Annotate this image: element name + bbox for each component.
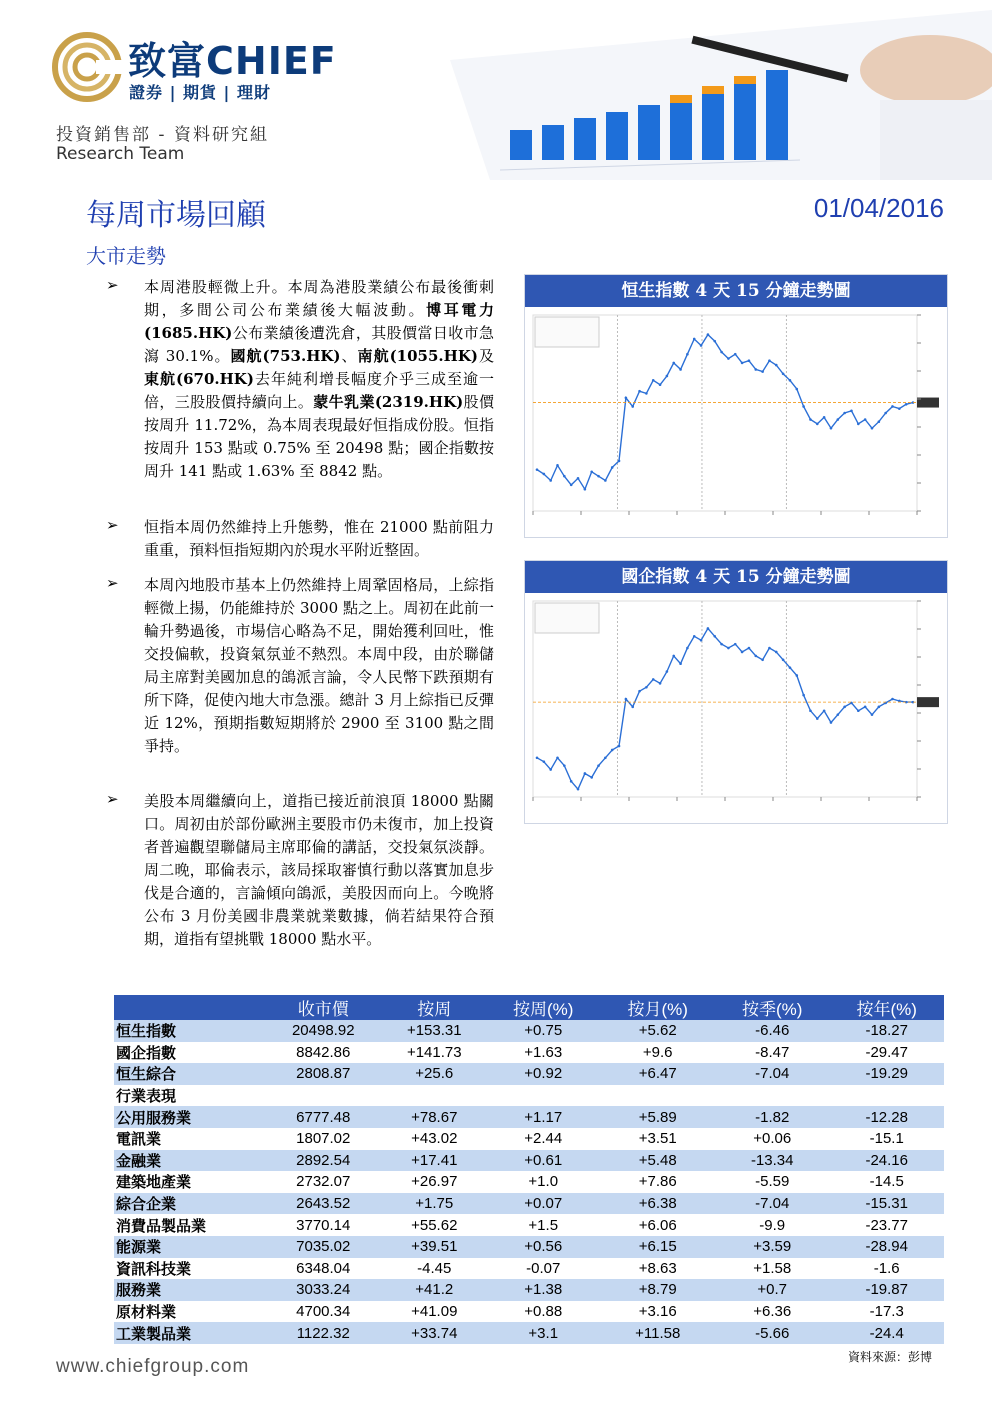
data-point xyxy=(768,359,771,362)
table-cell: +1.75 xyxy=(383,1193,486,1215)
data-point xyxy=(809,418,812,421)
table-cell: -7.04 xyxy=(715,1063,829,1085)
table-cell: +6.38 xyxy=(600,1193,714,1215)
data-point xyxy=(679,662,682,665)
data-point xyxy=(590,471,593,474)
table-cell: -24.4 xyxy=(829,1322,944,1344)
market-performance-table xyxy=(114,995,944,1344)
data-point xyxy=(693,338,696,341)
data-point xyxy=(878,706,881,709)
data-point xyxy=(775,651,778,654)
data-point xyxy=(543,760,546,763)
table-cell: +153.31 xyxy=(383,1020,486,1042)
bullet-text xyxy=(144,790,494,951)
column-header: 收市價 xyxy=(264,995,383,1020)
data-point xyxy=(823,416,826,419)
table-cell: -13.34 xyxy=(715,1150,829,1172)
row-label: 電訊業 xyxy=(116,1130,162,1149)
table-cell: +5.89 xyxy=(600,1106,714,1128)
data-point xyxy=(795,388,798,391)
table-row xyxy=(114,1150,944,1172)
row-label: 資訊科技業 xyxy=(116,1259,192,1278)
data-point xyxy=(830,427,833,430)
data-point xyxy=(563,475,566,478)
row-label: 服務業 xyxy=(114,1279,264,1301)
table-cell: +11.58 xyxy=(600,1322,714,1344)
table-cell: -19.87 xyxy=(829,1279,944,1301)
data-point xyxy=(536,468,539,471)
data-point xyxy=(672,655,675,658)
data-point xyxy=(891,405,894,408)
text-run: 恒指本周仍然維持上升態勢，惟在 21000 點前阻力重重，預料恒指短期內於現水平附近整固。 xyxy=(144,518,494,559)
data-point xyxy=(802,694,805,697)
data-point xyxy=(802,405,805,408)
row-label: 行業表現 xyxy=(116,1087,177,1106)
table-cell: +78.67 xyxy=(383,1106,486,1128)
table-cell: +41.09 xyxy=(411,1303,458,1321)
chart-title: 恒生指數 4 天 15 分鐘走勢圖 xyxy=(525,275,947,307)
data-point xyxy=(563,764,566,767)
table-row xyxy=(114,1236,944,1258)
data-point xyxy=(741,362,744,365)
table-cell: +0.88 xyxy=(524,1303,563,1321)
data-point xyxy=(659,682,662,685)
data-point xyxy=(905,403,908,406)
column-header: 按月(%) xyxy=(600,995,714,1020)
text-run: 本周內地股市基本上仍然維持上周鞏固格局，上綜指輕微上揚，仍能維持於 3000 點之上。周初在此前一輪升勢過後，市場信心略為不足，開始獲利回吐，惟交投偏軟，投資氣氛並不熱烈。本周中段，由於聯儲局主席對美國加息的鴿派言論，令人民幣下跌預期有所下降，促使內地大市急漲。總計 3 月上綜指已反彈近 12%，預期指數短期將於 2900 至 3100 點之間爭持。 xyxy=(144,576,494,755)
table-row xyxy=(114,1258,944,1280)
column-header: 按周 xyxy=(383,995,486,1020)
data-point xyxy=(761,370,764,373)
table-cell: 20498.92 xyxy=(264,1020,383,1042)
table-cell: +26.97 xyxy=(411,1173,458,1191)
hscei-chart-panel xyxy=(524,560,948,824)
data-point xyxy=(666,670,669,673)
table-cell: 8842.86 xyxy=(296,1043,351,1061)
data-point xyxy=(843,412,846,415)
data-source-note: 資料來源：彭博 xyxy=(847,1350,932,1364)
table-header-row xyxy=(114,995,944,1020)
bullet-text xyxy=(144,574,494,758)
table-cell: +33.74 xyxy=(383,1322,486,1344)
website-link[interactable]: www.chiefgroup.com xyxy=(56,1356,250,1377)
table-cell: +2.44 xyxy=(524,1130,563,1148)
table-cell: 3033.24 xyxy=(264,1279,383,1301)
data-point xyxy=(734,353,737,356)
table-body xyxy=(114,1020,944,1344)
data-point xyxy=(707,627,710,630)
data-point xyxy=(584,488,587,491)
data-point xyxy=(707,333,710,336)
table-cell: +3.59 xyxy=(715,1236,829,1258)
text-run: 、 xyxy=(340,347,358,365)
table-cell: +8.63 xyxy=(638,1259,677,1277)
table-cell: -18.27 xyxy=(829,1020,944,1042)
data-point xyxy=(748,647,751,650)
data-point xyxy=(590,776,593,779)
table-cell: +0.56 xyxy=(486,1236,600,1258)
text-run: 公布業績後遭洗倉，其股價當日收市急瀉 30.1%。 xyxy=(144,324,494,365)
table-cell xyxy=(600,1085,714,1107)
table-cell: +17.41 xyxy=(383,1150,486,1172)
table-row xyxy=(114,1020,944,1042)
text-run: 本周港股輕微上升。本周為港股業績公布最後衝刺期，多間公司公布業績後大幅波動。 xyxy=(144,278,494,319)
data-point xyxy=(556,757,559,760)
table-cell: 2808.87 xyxy=(264,1063,383,1085)
table-cell xyxy=(829,1085,944,1107)
bullet-paragraph xyxy=(106,516,494,562)
data-point xyxy=(631,706,634,709)
text-run: 去年純利增長幅度介乎三成至逾一倍，三股股價持續向上。 xyxy=(144,370,494,411)
row-label: 恒生綜合 xyxy=(114,1063,264,1085)
data-point xyxy=(816,423,819,426)
table-cell: -9.9 xyxy=(759,1216,786,1234)
data-point xyxy=(878,420,881,423)
hscei-line-chart xyxy=(525,593,947,823)
table-cell: -17.3 xyxy=(869,1303,904,1321)
table-row xyxy=(114,1106,944,1128)
table-cell: +5.48 xyxy=(600,1150,714,1172)
data-point xyxy=(720,643,723,646)
data-point xyxy=(754,368,757,371)
bullet-paragraph xyxy=(106,574,494,758)
chart-title: 國企指數 4 天 15 分鐘走勢圖 xyxy=(525,561,947,593)
hsi-line-chart xyxy=(525,307,947,537)
table-cell: 2643.52 xyxy=(264,1193,383,1215)
column-header: 按年(%) xyxy=(829,995,944,1020)
table-cell: 2732.07 xyxy=(296,1173,351,1191)
data-point xyxy=(789,666,792,669)
column-header xyxy=(114,995,264,1020)
table-row xyxy=(114,1214,944,1236)
data-point xyxy=(577,788,580,791)
data-point xyxy=(748,359,751,362)
legend-box xyxy=(535,603,599,633)
table-cell: +0.92 xyxy=(486,1063,600,1085)
data-point xyxy=(871,427,874,430)
table-cell: +0.7 xyxy=(715,1279,829,1301)
table-cell: +6.36 xyxy=(753,1303,792,1321)
table-cell xyxy=(486,1085,600,1107)
company-logo-icon xyxy=(52,32,122,102)
data-point xyxy=(652,678,655,681)
row-label: 國企指數 xyxy=(116,1043,177,1062)
table-cell: 7035.02 xyxy=(264,1236,383,1258)
arrow-bullet-icon: ➢ xyxy=(106,790,119,808)
table-cell: +3.16 xyxy=(638,1303,677,1321)
bold-stock-name: 國航(753.HK) xyxy=(230,347,341,365)
data-point xyxy=(741,651,744,654)
bullet-paragraph xyxy=(106,790,494,951)
data-point xyxy=(570,780,573,783)
section-title: 大市走勢 xyxy=(86,244,166,268)
data-point xyxy=(549,768,552,771)
table-cell: +6.15 xyxy=(600,1236,714,1258)
column-header: 按周(%) xyxy=(486,995,600,1020)
table-cell: +0.75 xyxy=(486,1020,600,1042)
table-cell: +0.06 xyxy=(753,1130,792,1148)
department-label: 投資銷售部 - 資料研究組 xyxy=(56,125,269,145)
data-point xyxy=(782,659,785,662)
data-point xyxy=(727,647,730,650)
table-cell: -5.66 xyxy=(715,1322,829,1344)
table-row xyxy=(114,1171,944,1193)
data-point xyxy=(666,375,669,378)
table-cell: 2892.54 xyxy=(264,1150,383,1172)
table-row xyxy=(114,1279,944,1301)
data-point xyxy=(768,647,771,650)
table-row xyxy=(114,1128,944,1150)
row-label: 建築地產業 xyxy=(116,1173,192,1192)
table-cell: +0.07 xyxy=(486,1193,600,1215)
table-cell: 6348.04 xyxy=(296,1259,351,1277)
data-point xyxy=(761,659,764,662)
data-point xyxy=(625,698,628,701)
data-point xyxy=(789,379,792,382)
data-point xyxy=(782,373,785,376)
table-row xyxy=(114,1085,944,1107)
table-cell: -28.94 xyxy=(829,1236,944,1258)
data-point xyxy=(816,717,819,720)
data-point xyxy=(631,405,634,408)
table-cell: +3.1 xyxy=(486,1322,600,1344)
table-cell: -24.16 xyxy=(829,1150,944,1172)
data-point xyxy=(659,383,662,386)
data-point xyxy=(625,396,628,399)
table-cell: +0.61 xyxy=(486,1150,600,1172)
data-point xyxy=(618,460,621,463)
header-bar-chart-illustration xyxy=(450,0,992,180)
table-cell: -5.59 xyxy=(755,1173,790,1191)
report-date: 01/04/2016 xyxy=(813,193,944,223)
table-cell: 6777.48 xyxy=(264,1106,383,1128)
table-cell: +1.17 xyxy=(486,1106,600,1128)
table-cell: +55.62 xyxy=(411,1216,458,1234)
data-point xyxy=(720,351,723,354)
table-cell: -19.29 xyxy=(829,1063,944,1085)
data-point xyxy=(543,473,546,476)
bold-stock-name: 蒙牛乳業(2319.HK) xyxy=(313,393,464,411)
table-cell: +1.0 xyxy=(528,1173,559,1191)
row-label: 工業製品業 xyxy=(114,1322,264,1344)
data-point xyxy=(898,407,901,410)
bold-stock-name: 博耳電力(1685.HK) xyxy=(144,301,494,342)
arrow-bullet-icon: ➢ xyxy=(106,276,119,294)
table-cell: +6.06 xyxy=(638,1216,677,1234)
data-point xyxy=(611,466,614,469)
table-cell: +43.02 xyxy=(411,1130,458,1148)
data-point xyxy=(686,353,689,356)
data-point xyxy=(837,418,840,421)
data-point xyxy=(556,464,559,467)
table-cell: -8.47 xyxy=(755,1043,790,1061)
table-cell: +39.51 xyxy=(383,1236,486,1258)
legend-box xyxy=(535,317,599,347)
data-point xyxy=(754,655,757,658)
table-cell: -4.45 xyxy=(417,1259,452,1277)
data-point xyxy=(727,357,730,360)
table-cell: -0.07 xyxy=(526,1259,561,1277)
table-cell: +1.5 xyxy=(528,1216,559,1234)
bullet-text xyxy=(144,276,494,483)
table-cell: -15.1 xyxy=(869,1130,904,1148)
row-label: 金融業 xyxy=(114,1150,264,1172)
data-point xyxy=(577,477,580,480)
table-cell: +25.6 xyxy=(383,1063,486,1085)
data-point xyxy=(843,706,846,709)
table-cell: +1.63 xyxy=(524,1043,563,1061)
data-point xyxy=(850,410,853,413)
table-cell: +9.6 xyxy=(642,1043,673,1061)
data-point xyxy=(679,368,682,371)
data-point xyxy=(837,713,840,716)
data-point xyxy=(857,423,860,426)
table-cell: -1.6 xyxy=(873,1259,900,1277)
data-point xyxy=(645,686,648,689)
data-point xyxy=(700,344,703,347)
team-label: Research Team xyxy=(56,144,185,164)
report-title: 每周市場回顧 xyxy=(86,198,266,233)
data-point xyxy=(775,364,778,367)
table-cell: 3770.14 xyxy=(296,1216,351,1234)
table-cell: -14.5 xyxy=(869,1173,904,1191)
table-cell: 1122.32 xyxy=(264,1322,383,1344)
table-cell xyxy=(264,1085,383,1107)
data-point xyxy=(597,764,600,767)
row-label: 綜合企業 xyxy=(114,1193,264,1215)
data-point xyxy=(700,639,703,642)
bullet-paragraph xyxy=(106,276,494,483)
data-point xyxy=(857,709,860,712)
brand-name: 致富CHIEF xyxy=(128,39,337,83)
data-point xyxy=(638,390,641,393)
data-point xyxy=(693,635,696,638)
text-run: 及 xyxy=(477,347,494,365)
data-point xyxy=(570,484,573,487)
data-point xyxy=(686,647,689,650)
data-point xyxy=(536,757,539,760)
data-point xyxy=(611,749,614,752)
table-cell xyxy=(383,1085,486,1107)
row-label: 原材料業 xyxy=(116,1303,177,1322)
row-label: 能源業 xyxy=(114,1236,264,1258)
table-row xyxy=(114,1193,944,1215)
table-cell: -29.47 xyxy=(865,1043,908,1061)
bold-stock-name: 東航(670.HK) xyxy=(144,370,254,388)
data-point xyxy=(618,745,621,748)
row-label: 消費品製品業 xyxy=(116,1216,207,1235)
table-cell: -7.04 xyxy=(715,1193,829,1215)
data-point xyxy=(604,757,607,760)
data-point xyxy=(734,643,737,646)
table-cell: +7.86 xyxy=(638,1173,677,1191)
table-cell: +8.79 xyxy=(600,1279,714,1301)
table-cell: +1.38 xyxy=(486,1279,600,1301)
data-point xyxy=(672,362,675,365)
table-cell: +5.62 xyxy=(600,1020,714,1042)
bold-stock-name: 南航(1055.HK) xyxy=(357,347,478,365)
data-point xyxy=(864,418,867,421)
data-point xyxy=(830,721,833,724)
table-row xyxy=(114,1301,944,1323)
table-cell: +3.51 xyxy=(638,1130,677,1148)
table-cell: 4700.34 xyxy=(296,1303,351,1321)
data-point xyxy=(795,674,798,677)
data-point xyxy=(884,412,887,415)
hsi-chart-panel xyxy=(524,274,948,538)
data-point xyxy=(713,340,716,343)
table-cell: -12.28 xyxy=(829,1106,944,1128)
table-row xyxy=(114,1063,944,1085)
data-point xyxy=(604,479,607,482)
table-cell: +41.2 xyxy=(383,1279,486,1301)
row-label: 公用服務業 xyxy=(114,1106,264,1128)
data-point xyxy=(823,709,826,712)
data-point xyxy=(645,392,648,395)
column-header: 按季(%) xyxy=(715,995,829,1020)
data-point xyxy=(652,379,655,382)
data-point xyxy=(638,690,641,693)
table-row xyxy=(114,1042,944,1064)
data-point xyxy=(597,475,600,478)
table-cell: -23.77 xyxy=(865,1216,908,1234)
table-cell: -15.31 xyxy=(829,1193,944,1215)
bullet-text xyxy=(144,516,494,562)
table-cell: +1.58 xyxy=(753,1259,792,1277)
table-cell xyxy=(715,1085,829,1107)
table-cell: +141.73 xyxy=(406,1043,462,1061)
table-cell: -6.46 xyxy=(715,1020,829,1042)
text-run: 美股本周繼續向上，道指已接近前浪頂 18000 點關口。周初由於部份歐洲主要股市仍未復市，加上投資者普遍觀望聯儲局主席耶倫的講話，交投氣氛淡靜。周二晚，耶倫表示，該局採取審慎行動以落實加息步伐是合適的，言論傾向鴿派，美股因而向上。今晚將公布 3 月份美國非農業就業數據，倘若結果符合預期，道指有望挑戰 18000 點水平。 xyxy=(144,792,494,948)
table-row xyxy=(114,1322,944,1344)
text-run: 股價按周升 11.72%，為本周表現最好恒指成份股。恒指按周升 153 點或 0.75% 至 20498 點；國企指數按周升 141 點或 1.63% 至 8842 點。 xyxy=(144,393,494,480)
last-price-marker xyxy=(917,697,939,707)
row-label: 恒生指數 xyxy=(114,1020,264,1042)
brand-subtitle: 證券 | 期貨 | 理財 xyxy=(129,83,271,102)
arrow-bullet-icon: ➢ xyxy=(106,516,119,534)
table-cell: 1807.02 xyxy=(296,1130,351,1148)
data-point xyxy=(891,698,894,701)
data-point xyxy=(584,772,587,775)
table-cell: +6.47 xyxy=(600,1063,714,1085)
arrow-bullet-icon: ➢ xyxy=(106,574,119,592)
data-point xyxy=(809,709,812,712)
data-point xyxy=(871,713,874,716)
table-cell: -1.82 xyxy=(715,1106,829,1128)
data-point xyxy=(549,479,552,482)
data-point xyxy=(713,635,716,638)
data-point xyxy=(864,706,867,709)
